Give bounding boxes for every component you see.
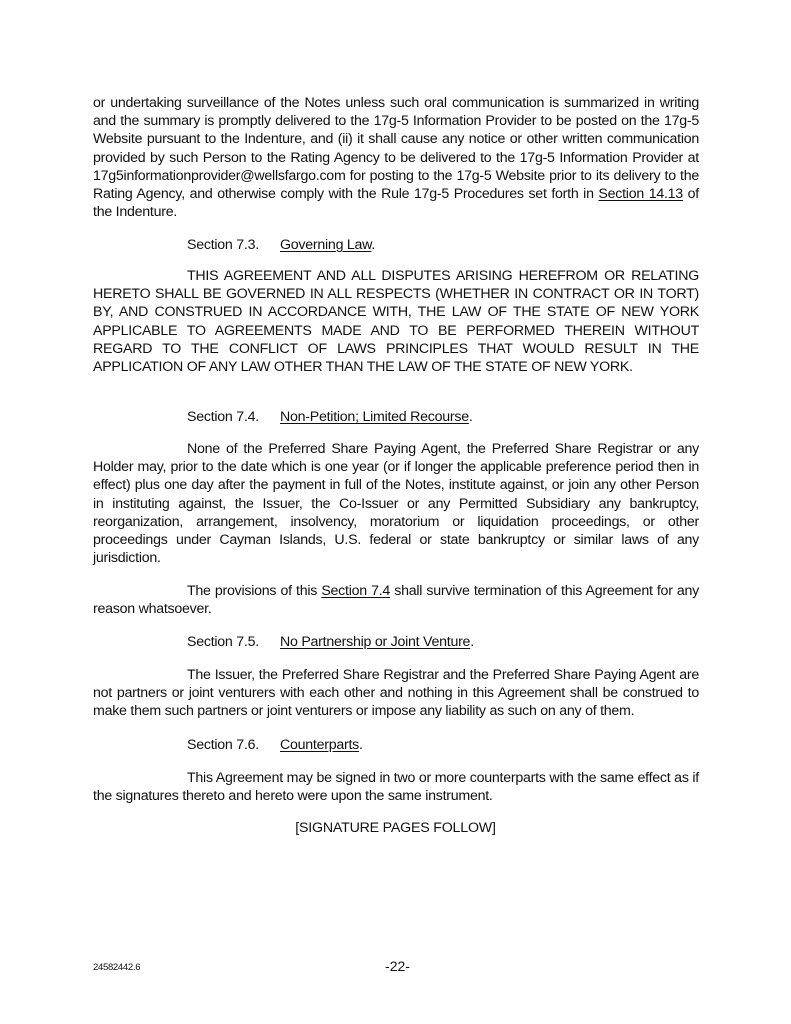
no-partnership-paragraph: The Issuer, the Preferred Share Registrar and the Preferred Share Paying Agent are not partners or joint venturers with each other and nothing in this Agreement shall be construed to make them such partners or joint venturers or impose any liability as such on any of them.: [93, 667, 699, 720]
section-7-4-survival: [93, 582, 699, 618]
section-title: Counterparts: [280, 737, 360, 753]
intro-paragraph-block: [93, 94, 699, 221]
section-title: Governing Law: [280, 237, 372, 253]
survival-paragraph: The provisions of this Section 7.4 shall survive termination of this Agreement for any reason whatsoever.: [93, 583, 699, 618]
non-petition-paragraph: None of the Preferred Share Paying Agent, the Preferred Share Registrar or any Holder may, prior to the date which is one year (or if longer the applicable preference period then in effect) plus one day after the payment in full of the Notes, institute against, or join any other Person in instituting against, the Issuer, the Co-Issuer or any Permitted Subsidiary any bankruptcy, reorganization, arrangement, insolvency, moratorium or liquidation proceedings, or other proceedings under Cayman Islands, U.S. federal or state bankruptcy or similar laws of any jurisdiction.: [93, 441, 699, 567]
page-number: -22-: [385, 958, 410, 974]
section-7-4-reference[interactable]: Section 7.4: [321, 583, 391, 599]
document-id: 24582442.6: [93, 962, 141, 973]
signature-pages-follow-note: [SIGNATURE PAGES FOLLOW]: [295, 820, 496, 836]
section-7-5-heading: Section 7.5. No Partnership or Joint Venture.: [187, 634, 474, 650]
section-7-4-body: [93, 440, 699, 567]
section-7-3-body: [93, 267, 699, 376]
section-number: Section 7.5.: [187, 634, 259, 650]
section-number: Section 7.3.: [187, 237, 259, 253]
section-7-3-heading: Section 7.3. Governing Law.: [187, 237, 376, 253]
section-14-13-reference[interactable]: Section 14.13: [598, 186, 683, 203]
section-number: Section 7.4.: [187, 409, 259, 425]
section-7-4-heading: Section 7.4. Non-Petition; Limited Recourse.: [187, 409, 473, 425]
section-7-6-heading: Section 7.6. Counterparts.: [187, 737, 363, 753]
counterparts-paragraph: This Agreement may be signed in two or more counterparts with the same effect as if the signatures thereto and hereto were upon the same instrument.: [93, 770, 699, 805]
section-7-5-body: [93, 666, 699, 721]
section-title: No Partnership or Joint Venture: [280, 634, 471, 650]
section-7-6-body: [93, 769, 699, 805]
governing-law-paragraph: THIS AGREEMENT AND ALL DISPUTES ARISING HEREFROM OR RELATING HERETO SHALL BE GOVERNED IN ALL RESPECTS (WHETHER IN CONTRACT OR IN TORT) BY, AND CONSTRUED IN ACCORDANCE WITH, THE LAW OF THE STATE OF NEW YORK APPLICABLE TO AGREEMENTS MADE AND TO BE PERFORMED THEREIN WITHOUT REGARD TO THE CONFLICT OF LAWS PRINCIPLES THAT WOULD RESULT IN THE APPLICATION OF ANY LAW OTHER THAN THE LAW OF THE STATE OF NEW YORK.: [93, 268, 699, 376]
section-number: Section 7.6.: [187, 737, 259, 753]
intro-paragraph: or undertaking surveillance of the Notes unless such oral communication is summarized in writing and the summary is promptly delivered to the 17g-5 Information Provider to be posted on the 17g-5 Website pursuant to the Indenture, and (ii) it shall cause any notice or other written communication provided by such Person to the Rating Agency to be delivered to the 17g-5 Information Provider at 17g5informationprovider@wellsfargo.com for posting to the 17g-5 Website prior to its delivery to the Rating Agency, and otherwise comply with the Rule 17g-5 Procedures set forth in Section 14.13 of the Indenture.: [93, 95, 699, 221]
section-title: Non-Petition; Limited Recourse: [280, 409, 469, 425]
